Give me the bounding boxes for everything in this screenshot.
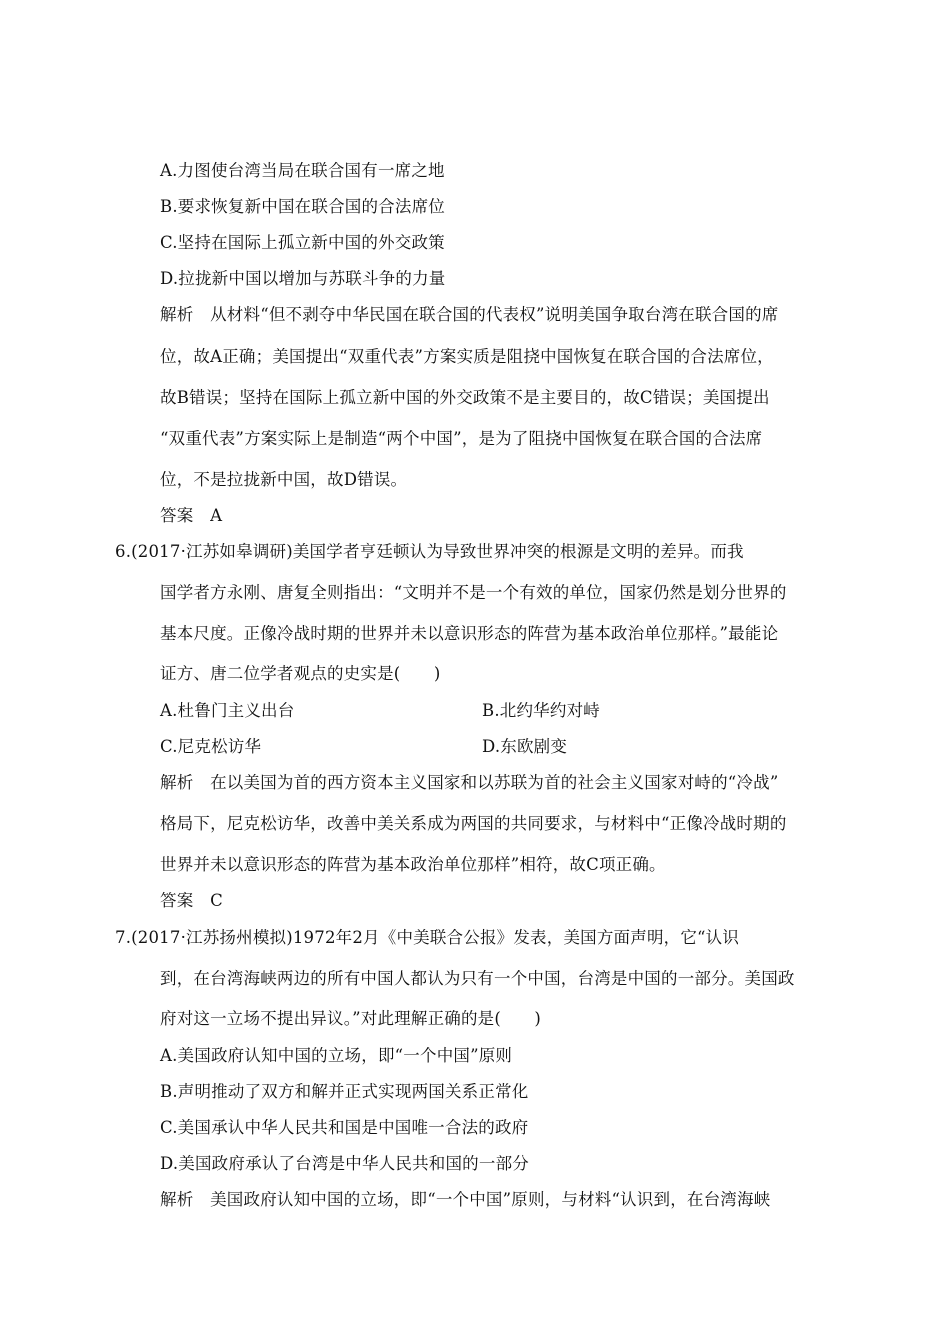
q6-stem-line: 6.(2017·江苏如皋调研)美国学者亨廷顿认为导致世界冲突的根源是文明的差异。而我 (115, 542, 744, 561)
q7-analysis-line: 解析 美国政府认知中国的立场，即“一个中国”原则，与材料“认识到，在台湾海峡 (160, 1190, 771, 1209)
q6-option-a: A.杜鲁门主义出台 (160, 701, 295, 720)
q5-option-a: A.力图使台湾当局在联合国有一席之地 (160, 161, 445, 180)
q6-option-b: B.北约华约对峙 (482, 701, 600, 720)
q7-option-b: B.声明推动了双方和解并正式实现两国关系正常化 (160, 1082, 529, 1101)
q6-stem-line: 国学者方永刚、唐复全则指出：“文明并不是一个有效的单位，国家仍然是划分世界的 (160, 583, 787, 602)
q6-option-c: C.尼克松访华 (160, 737, 262, 756)
q5-analysis-line: “双重代表”方案实际上是制造“两个中国”，是为了阻挠中国恢复在联合国的合法席 (160, 429, 763, 448)
q6-analysis-line: 世界并未以意识形态的阵营为基本政治单位那样”相符，故C项正确。 (160, 855, 666, 874)
q6-analysis-line: 解析 在以美国为首的西方资本主义国家和以苏联为首的社会主义国家对峙的“冷战” (160, 773, 779, 792)
q5-option-c: C.坚持在国际上孤立新中国的外交政策 (160, 233, 445, 252)
q5-option-d: D.拉拢新中国以增加与苏联斗争的力量 (160, 269, 446, 288)
q5-option-b: B.要求恢复新中国在联合国的合法席位 (160, 197, 445, 216)
q5-analysis-line: 位，不是拉拢新中国，故D错误。 (160, 470, 408, 489)
q7-stem-line: 到，在台湾海峡两边的所有中国人都认为只有一个中国，台湾是中国的一部分。美国政 (160, 969, 795, 988)
q6-stem-line: 基本尺度。正像冷战时期的世界并未以意识形态的阵营为基本政治单位那样。”最能论 (160, 624, 779, 643)
q5-analysis-line: 故B错误；坚持在国际上孤立新中国的外交政策不是主要目的，故C错误；美国提出 (160, 388, 770, 407)
q7-option-c: C.美国承认中华人民共和国是中国唯一合法的政府 (160, 1118, 529, 1137)
q6-analysis-line: 格局下，尼克松访华，改善中美关系成为两国的共同要求，与材料中“正像冷战时期的 (160, 814, 787, 833)
q6-answer: 答案 C (160, 891, 223, 910)
q6-option-d: D.东欧剧变 (482, 737, 568, 756)
q6-stem-line: 证方、唐二位学者观点的史实是( ) (160, 664, 441, 683)
q5-analysis-line: 位，故A正确；美国提出“双重代表”方案实质是阻挠中国恢复在联合国的合法席位， (160, 347, 774, 366)
q7-stem-line: 7.(2017·江苏扬州模拟)1972年2月《中美联合公报》发表，美国方面声明，它“认识 (115, 928, 740, 947)
q7-stem-line: 府对这一立场不提出异议。”对此理解正确的是( ) (160, 1009, 542, 1028)
q7-option-a: A.美国政府认知中国的立场，即“一个中国”原则 (160, 1046, 513, 1065)
q7-option-d: D.美国政府承认了台湾是中华人民共和国的一部分 (160, 1154, 529, 1173)
q5-answer: 答案 A (160, 506, 223, 525)
q5-analysis-line: 解析 从材料“但不剥夺中华民国在联合国的代表权”说明美国争取台湾在联合国的席 (160, 305, 779, 324)
